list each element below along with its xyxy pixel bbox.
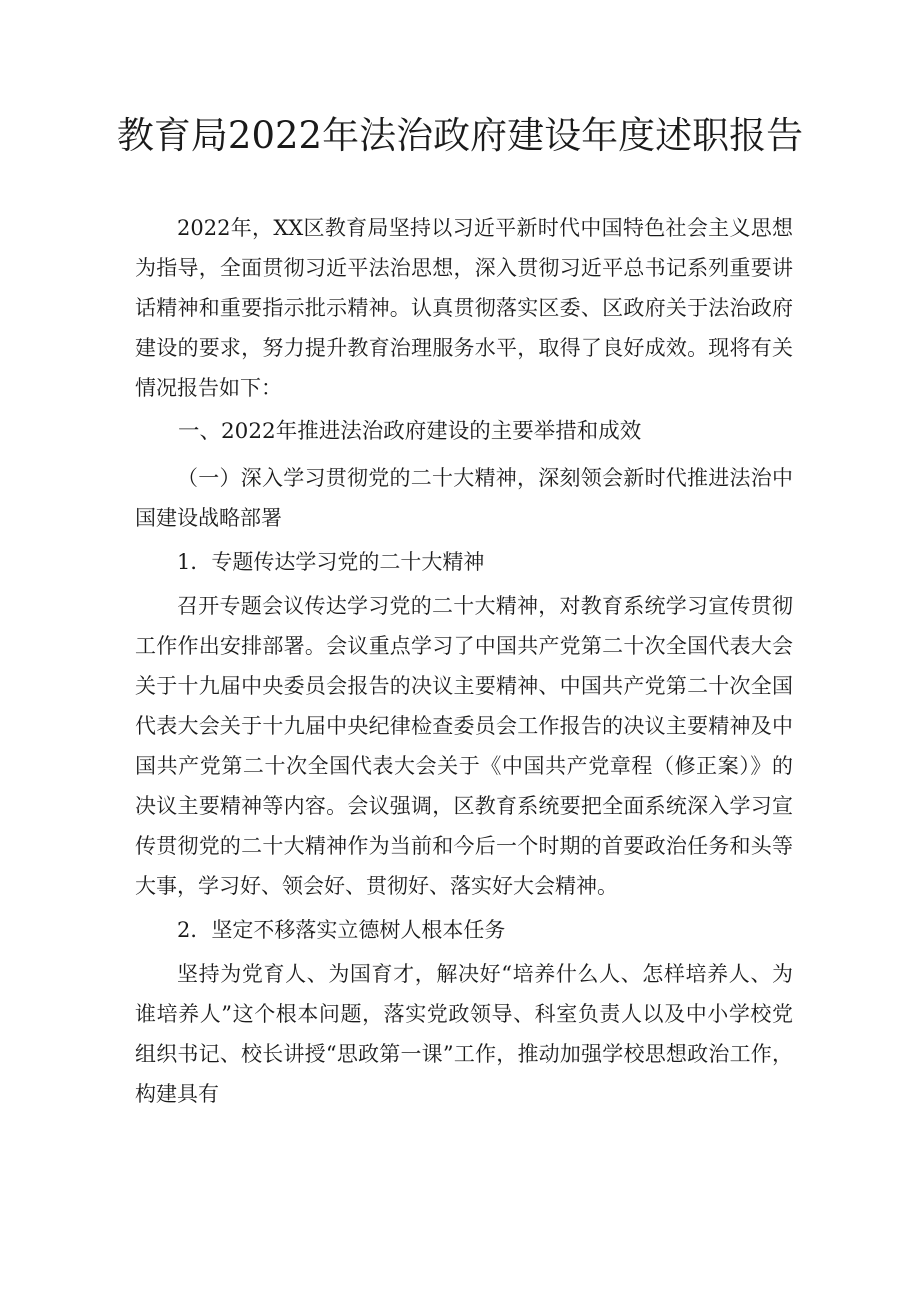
subsection-heading-1: （一）深入学习贯彻党的二十大精神，深刻领会新时代推进法治中国建设战略部署 [135,466,793,530]
section-heading-1: 一、2022年推进法治政府建设的主要举措和成效 [178,419,642,444]
intro-paragraph: 2022年，XX区教育局坚持以习近平新时代中国特色社会主义思想为指导，全面贯彻习近平法治思想，深入贯彻习近平总书记系列重要讲话精神和重要指示批示精神。认真贯彻落实区委、区政府关于法治政府建设的要求，努力提升教育治理服务水平，取得了良好成效。现将有关情况报告如下： [135,216,793,400]
item-heading-1: 1．专题传达学习党的二十大精神 [177,550,485,574]
document-title: 教育局2022年法治政府建设年度述职报告 [116,114,804,157]
item-body-1: 召开专题会议传达学习党的二十大精神，对教育系统学习宣传贯彻工作作出安排部署。会议重点学习了中国共产党第二十次全国代表大会关于十九届中央委员会报告的决议主要精神、中国共产党第二十次全国代表大会关于十九届中央纪律检查委员会工作报告的决议主要精神及中国共产党第二十次全国代表大会关于《中国共产党章程（修正案）》的决议主要精神等内容。会议强调，区教育系统要把全面系统深入学习宣传贯彻党的二十大精神作为当前和今后一个时期的首要政治任务和头等大事，学习好、领会好、贯彻好、落实好大会精神。 [135,594,793,898]
item-body-2: 坚持为党育人、为国育才，解决好“培养什么人、怎样培养人、为谁培养人”这个根本问题，落实党政领导、科室负责人以及中小学校党组织书记、校长讲授“思政第一课”工作，推动加强学校思想政治工作，构建具有 [135,962,793,1106]
item-heading-2: 2．坚定不移落实立德树人根本任务 [177,918,506,942]
document-body [135,208,793,1114]
